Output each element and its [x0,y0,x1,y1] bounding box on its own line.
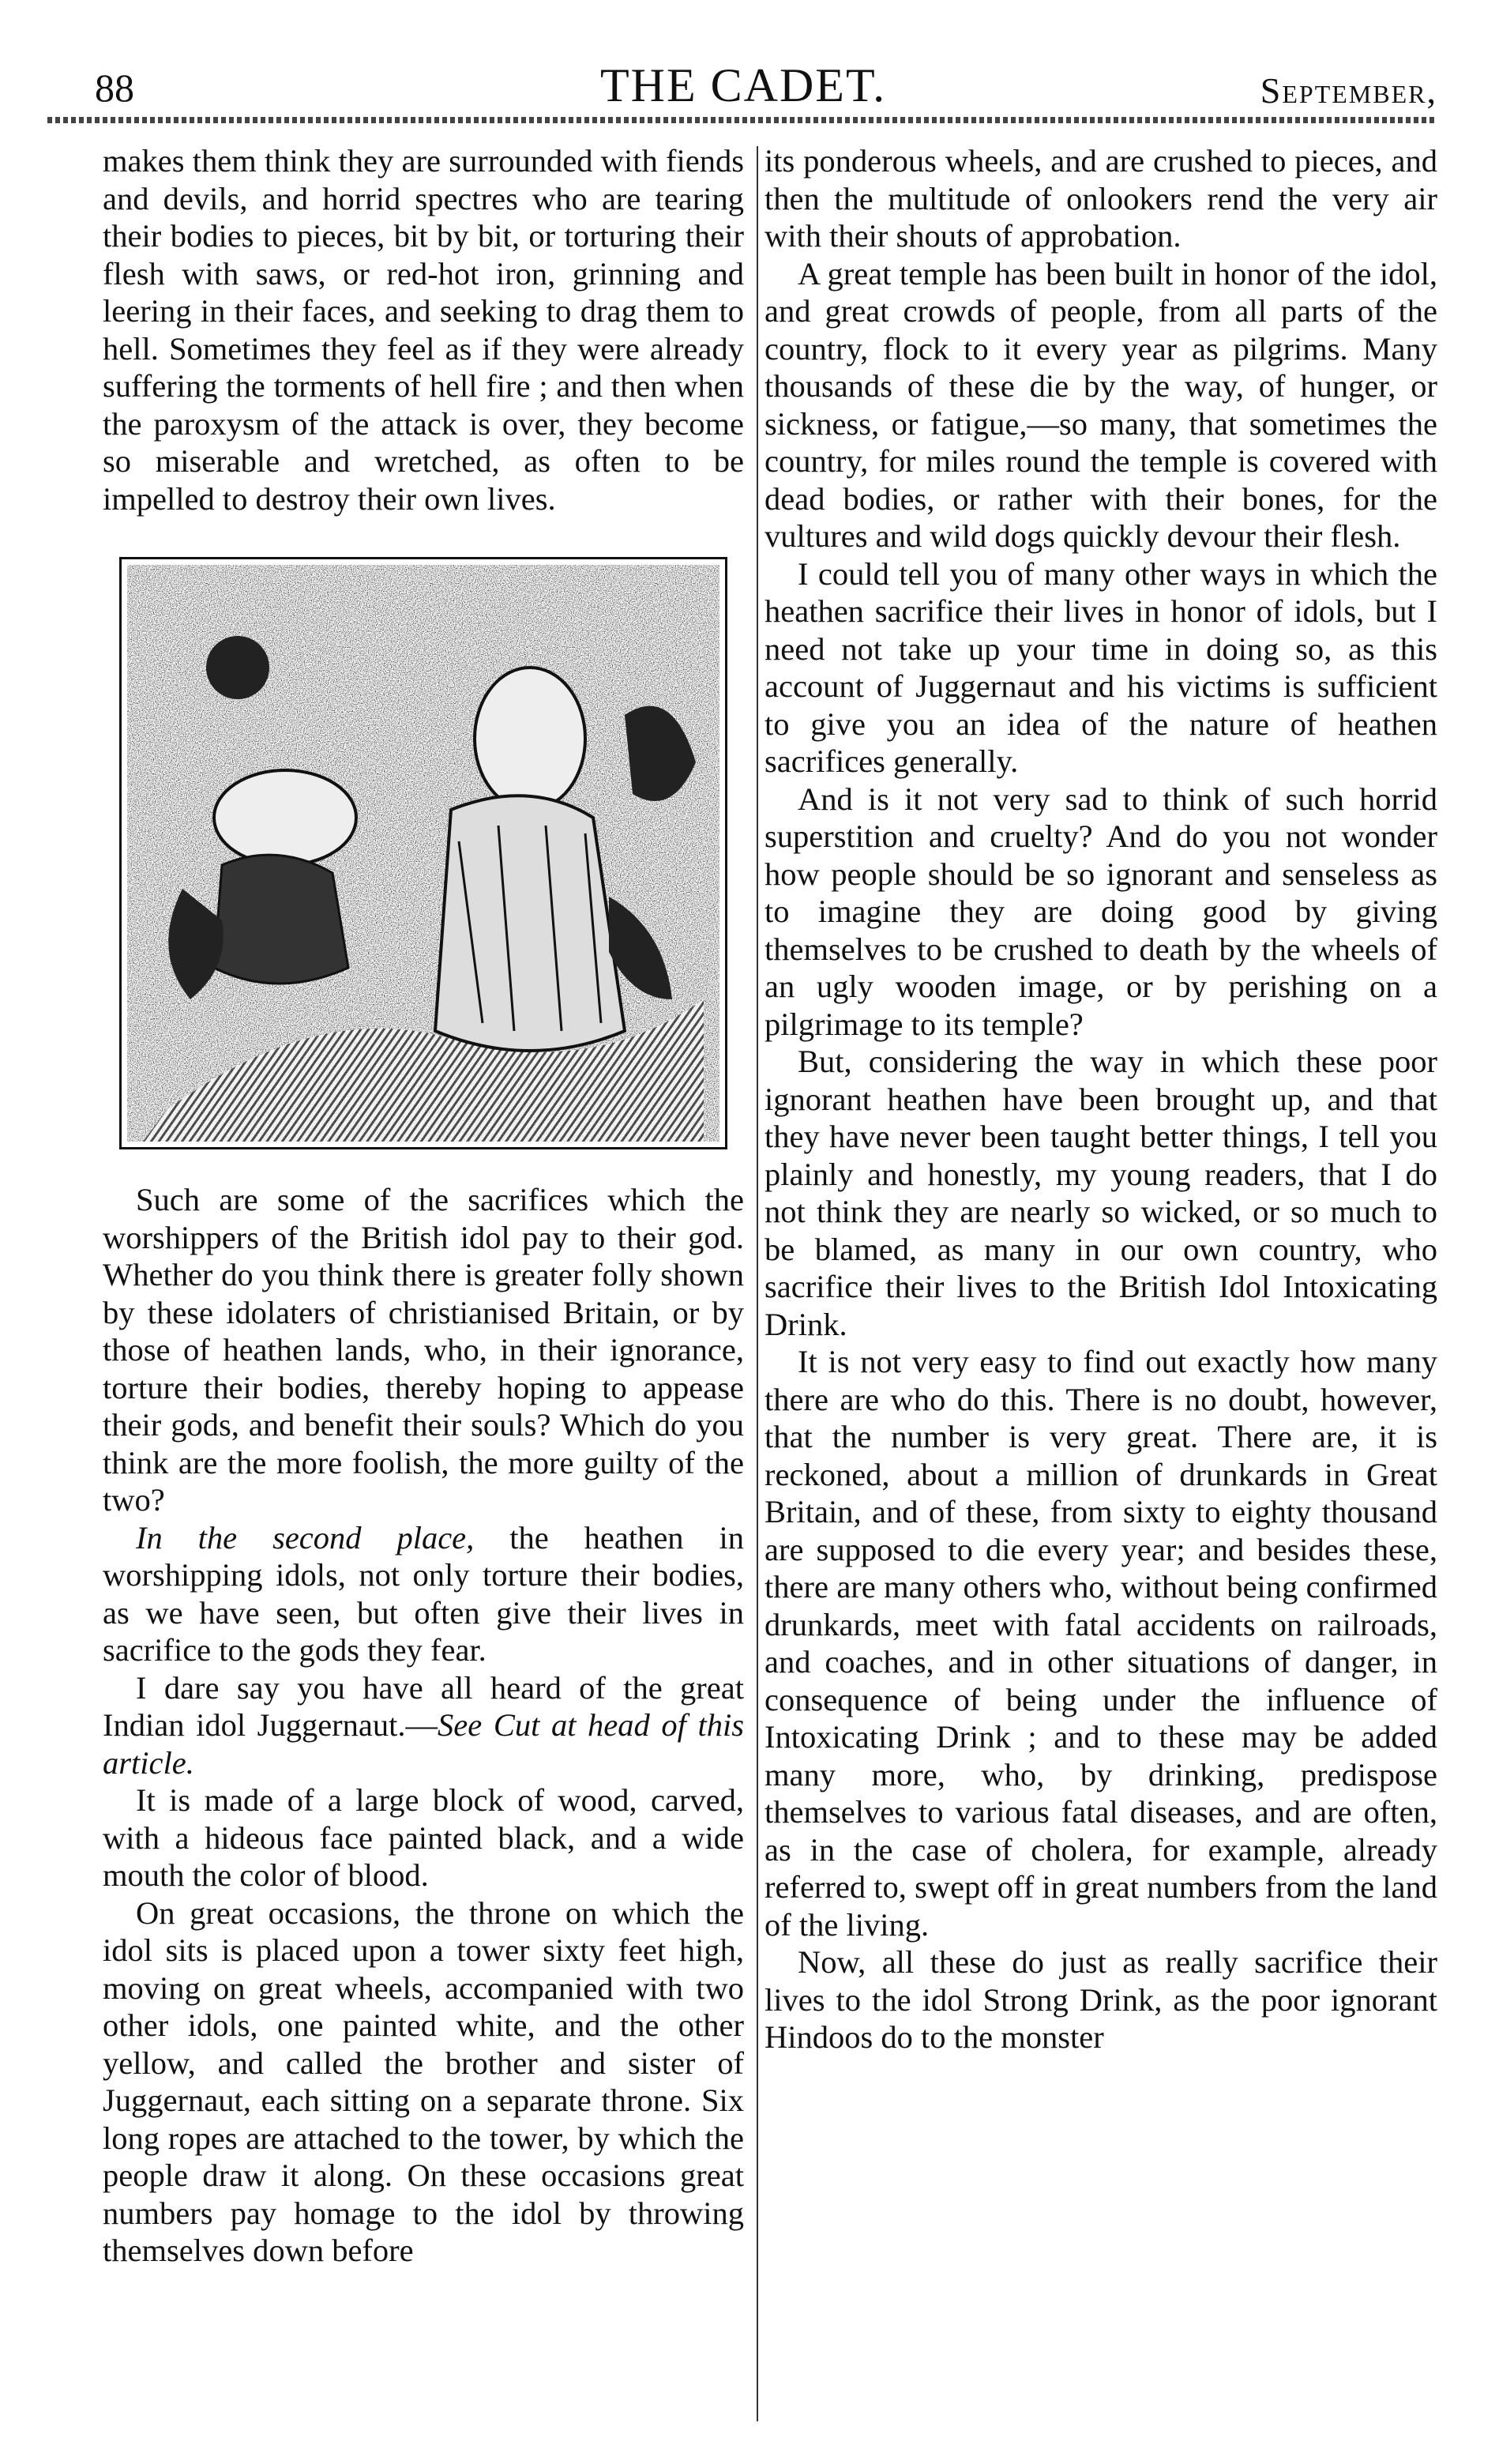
second-place-lead: In the second place, [136,1519,475,1556]
running-title: THE CADET. [600,59,887,111]
paragraph-not-easy: It is not very easy to find out exactly how many there are who do this. There is no doubt, however, that the number is very great. There are, it is reckoned, about a million of drunkards in Great Britain, and of these, from sixty to eighty thousand are supposed to die every year; and besides these, there are many others who, without being confirmed drunkards, meet with fatal accidents on railroads, and coaches, and in other situations of danger, in consequence of being under the influence of Intoxicating Drink ; and to these may be added many more, who, by drinking, predispose themselves to various fatal diseases, and are often, as in the case of cholera, for example, already referred to, swept off in great numbers from the land of the living. [765,1344,1437,1943]
paragraph-other-ways: I could tell you of many other ways in which the heathen sacrifice their lives in honor of idols, but I need not take up your time in doing so, as this account of Juggernaut and his victims is sufficient to give you an idea of the nature of heathen sacrifices generally. [765,555,1437,779]
right-column [765,142,1437,2056]
paragraph-sacrifices: Such are some of the sacrifices which the worshippers of the British idol pay to their god. Whether do you think there is greater folly shown by these idolaters of christianised Britain, or by those of heathen lands, who, in their ignorance, torture their bodies, thereby hoping to appease their gods, and benefit their souls? Which do you think are the more foolish, the more guilty of the two? [103,1182,744,1518]
paragraph-occasions: On great occasions, the throne on which the idol sits is placed upon a tower sixty feet high, moving on great wheels, accompanied with two other idols, one painted white, and the other yellow, and called the brother and sister of Juggernaut, each sitting on a separate throne. Six long ropes are attached to the tower, by which the people draw it along. On these occasions great numbers pay homage to the idol by throwing themselves down before [103,1894,744,2268]
juggernaut-text: I dare say you have all heard of the great Indian idol Juggernaut.— [103,1669,744,1743]
header-rule [47,117,1437,123]
paragraph-sad: And is it not very sad to think of such horrid superstition and cruelty? And do you not wonder how people should be so ignorant and senseless as to imagine they are doing good by giving themselves to be crushed to death by the wheels of an ugly wooden image, or by perishing on a pilgrimage to its temple? [765,781,1437,1042]
paragraph-juggernaut [103,1669,744,1782]
paragraph-temple: A great temple has been built in honor of the idol, and great crowds of people, from all parts of the country, flock to it every year as pilgrims. Many thousands of these die by the way, of hunger, or sickness, or fatigue,—so many, that sometimes the country, for miles round the temple is covered with dead bodies, or rather with their bones, for the vultures and wild dogs quickly devour their flesh. [765,255,1437,554]
paragraph-second-place [103,1519,744,1669]
juggernaut-note: See Cut at head of this article. [103,1707,745,1781]
paragraph-continued: its ponderous wheels, and are crushed to pieces, and then the multitude of onlookers rend the very air with their shouts of approbation. [765,143,1437,254]
column-divider [757,146,758,2421]
issue-month: September, [1260,70,1437,111]
second-place-text: the heathen in worshipping idols, not only torture their bodies, as we have seen, but often give their lives in sacrifice to the gods they fear. [103,1519,744,1668]
paragraph-considering: But, considering the way in which these poor ignorant heathen have been brought up, and that they have never been taught better things, I tell you plainly and honestly, my young readers, that I do not think they are nearly so wicked, or so much to be blamed, as many in our own country, who sacrifice their lives to the British Idol Intoxicating Drink. [765,1044,1437,1342]
page-number: 88 [95,66,134,110]
paragraph-block: It is made of a large block of wood, carved, with a hideous face painted black, and a wide mouth the color of blood. [103,1782,744,1893]
paragraph-now: Now, all these do just as really sacrifice their lives to the idol Strong Drink, as the poor ignorant Hindoos do to the monster [765,1944,1437,2055]
left-column [103,142,744,2270]
paragraph-intro: makes them think they are surrounded with fiends and devils, and horrid spectres who are tearing their bodies to pieces, bit by bit, or torturing their flesh with saws, or red-hot iron, grinning and leering in their faces, and seeking to drag them to hell. Sometimes they feel as if they were already suffering the torments of hell fire ; and then when the paroxysm of the attack is over, they become so miserable and wretched, as often to be impelled to destroy their own lives. [103,143,744,517]
woodcut-illustration [119,557,727,1149]
